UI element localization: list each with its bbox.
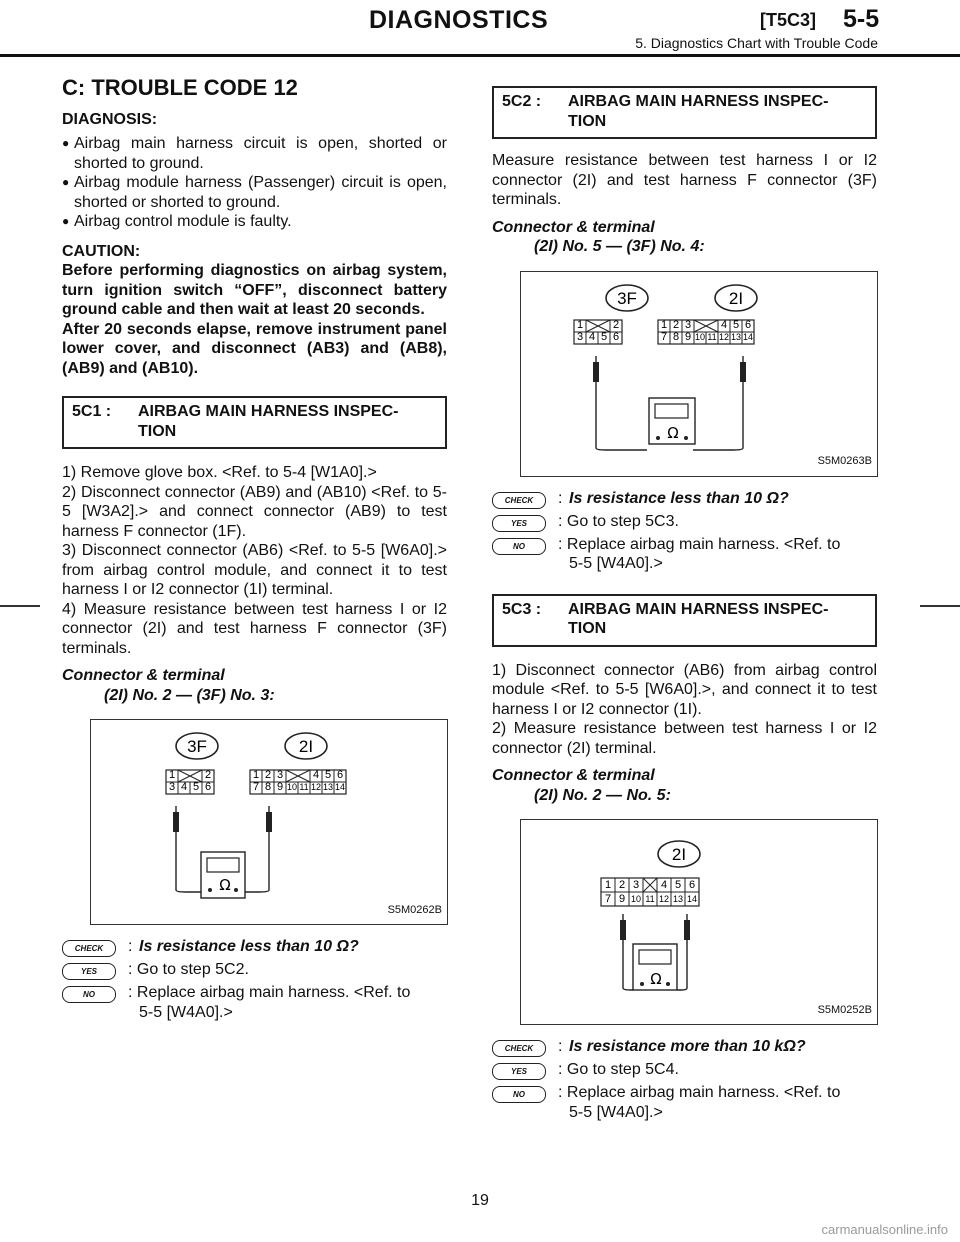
connector-block-a [166, 769, 214, 794]
connector-label-a: 3F [187, 737, 207, 756]
probe-tip [620, 920, 626, 940]
connector-block-b [601, 878, 699, 906]
pin-label: 10 [630, 894, 642, 904]
check-question: Is resistance less than 10 Ω? [569, 489, 789, 507]
instruction-line: 4) Measure resistance between test harness I or I2 connector (2I) and test harness F connector (3F) terminals. [62, 600, 447, 657]
pin-label: 9 [618, 893, 626, 905]
yes-icon: YES [62, 963, 116, 980]
no-action: : Replace airbag main harness. <Ref. to 5-5 [W4A0].> [558, 535, 841, 572]
connector-label: Connector & terminal [492, 218, 655, 236]
step-title: AIRBAG MAIN HARNESS INSPEC- TION [138, 403, 399, 440]
no-action: : Replace airbag main harness. <Ref. to 5-5 [W4A0].> [558, 1084, 841, 1121]
header-rule [0, 54, 960, 57]
instruction-line: 1) Disconnect connector (AB6) from airbag control module <Ref. to 5-5 [W6A0].>, and connect it to test harness I or I2 connector (1I). [492, 661, 877, 718]
section-heading: C: TROUBLE CODE 12 [62, 75, 298, 100]
connector-label: Connector & terminal [62, 667, 225, 684]
watermark: carmanualsonline.info [821, 1222, 948, 1237]
instruction-line: 2) Disconnect connector (AB9) and (AB10) <Ref. to 5-5 [W3A2].> and connect connector (AB9) to test harness F connector (1F). [62, 483, 447, 540]
pin-label: 14 [686, 894, 698, 904]
pin-label: 6 [336, 769, 344, 781]
step-box-5c3 [492, 594, 877, 647]
ohm-icon: Ω [219, 876, 231, 894]
diagnosis-bullet: ● Airbag main harness circuit is open, shorted or shorted to ground. [62, 135, 447, 172]
connector-block-b [250, 769, 346, 794]
caution-label: CAUTION: [62, 242, 141, 260]
ohmmeter-display [655, 404, 688, 418]
pin-label: 3 [168, 781, 176, 793]
bullet-dot-icon: ● [62, 136, 70, 150]
step-title: AIRBAG MAIN HARNESS INSPEC- TION [568, 93, 829, 130]
connector-label-b: 2I [728, 288, 744, 308]
bullet-dot-icon: ● [62, 175, 70, 189]
step-number: 5C2 : [502, 93, 542, 110]
circuit-diagram [91, 720, 447, 924]
step-number: 5C3 : [502, 600, 542, 618]
pin-label: 10 [694, 331, 706, 342]
figure-id: S5M0263B [817, 455, 872, 467]
pin-label: 13 [322, 782, 334, 792]
pin-label: 6 [204, 781, 212, 793]
pin-label: 14 [334, 782, 346, 792]
pin-label: 6 [612, 330, 620, 343]
caution-text-2: After 20 seconds elapse, remove instrument panel lower cover, and disconnect (AB3) and (AB8), (AB9) and (AB10). [62, 320, 447, 377]
instructions [62, 463, 447, 658]
figure-s5m0252b [520, 819, 878, 1025]
probe-tip [173, 812, 179, 832]
no-icon: NO [492, 538, 546, 555]
meter-wire [176, 890, 201, 892]
step-number: 5C1 : [72, 403, 112, 420]
pin-label: 5 [324, 769, 332, 781]
pin-label: 11 [707, 331, 717, 342]
circuit-diagram [521, 820, 877, 1024]
pin-label: 11 [645, 894, 655, 904]
yes-action: : Go to step 5C2. [128, 961, 249, 978]
step-text: Measure resistance between test harness I or I2 connector (2I) and test harness F connector (3F) terminals. [492, 152, 877, 208]
pin-label: 4 [312, 769, 320, 781]
instruction-line: 2) Measure resistance between test harness I or I2 connector (2I) terminal. [492, 720, 877, 757]
pin-label: 2 [672, 318, 680, 331]
pin-label: 6 [744, 318, 752, 331]
figure-s5m0262b [90, 719, 448, 925]
margin-mark-left [0, 605, 40, 607]
pin-label: 5 [732, 318, 740, 331]
diagnosis-bullet: ● Airbag module harness (Passenger) circuit is open, shorted or shorted to ground. [62, 174, 447, 211]
connector-label-a: 3F [617, 288, 637, 308]
instruction-line: 1) Remove glove box. <Ref. to 5-4 [W1A0].> [62, 464, 377, 481]
pin-label: 12 [718, 331, 730, 342]
pin-label: 3 [576, 330, 584, 343]
bullet-dot-icon: ● [62, 214, 70, 228]
pin-label: 4 [660, 879, 668, 891]
pin-label: 12 [310, 782, 322, 792]
pin-label: 7 [604, 893, 612, 905]
pin-label: 3 [684, 318, 692, 331]
check-icon: CHECK [62, 940, 116, 957]
check-block: CHECK : Is resistance more than 10 kΩ? YES : Go to step 5C4. NO : Replace airbag main harness. <Ref. to 5-5 [W4A0].> [492, 1037, 877, 1122]
ohmmeter-display [639, 950, 671, 964]
meter-wire [245, 890, 269, 892]
header-title: DIAGNOSTICS [369, 6, 549, 34]
check-icon: CHECK [492, 492, 546, 509]
circuit-diagram [521, 272, 877, 476]
meter-wire [693, 448, 743, 450]
connector-value: (2I) No. 2 — (3F) No. 3: [104, 686, 275, 704]
check-question: Is resistance more than 10 kΩ? [569, 1038, 806, 1055]
connector-label-b: 2I [671, 845, 687, 864]
pin-label: 2 [264, 769, 272, 781]
yes-icon: YES [492, 515, 546, 532]
connector-value: (2I) No. 5 — (3F) No. 4: [534, 238, 705, 255]
probe-tip [266, 812, 272, 832]
pin-label: 11 [299, 782, 309, 792]
connector-block-b [658, 319, 754, 344]
left-column [62, 75, 447, 1022]
pin-label: 4 [180, 781, 188, 793]
diagnosis-bullet: ● Airbag control module is faulty. [62, 213, 292, 230]
pin-label: 7 [660, 330, 668, 343]
probe-tip [740, 362, 746, 382]
pin-label: 9 [684, 330, 692, 343]
yes-action: : Go to step 5C4. [558, 1061, 679, 1078]
pin-label: 3 [632, 879, 640, 891]
pin-label: 2 [204, 769, 212, 781]
check-question: Is resistance less than 10 Ω? [139, 938, 359, 955]
no-icon: NO [492, 1086, 546, 1103]
pin-label: 3 [276, 769, 284, 781]
yes-action: : Go to step 5C3. [558, 512, 679, 530]
instructions [492, 661, 877, 759]
header-section: 5-5 [843, 5, 880, 33]
pin-label: 12 [658, 894, 670, 904]
probe-tip [593, 362, 599, 382]
pin-label: 1 [168, 769, 176, 781]
step-box-5c1 [62, 396, 447, 449]
yes-icon: YES [492, 1063, 546, 1080]
ohm-icon: Ω [667, 423, 679, 442]
caution-text: Before performing diagnostics on airbag system, turn ignition switch “OFF”, disconnect battery ground cable and then wait at least 20 seconds. [62, 262, 447, 318]
pin-label: 8 [672, 330, 680, 343]
figure-id: S5M0252B [817, 1003, 872, 1016]
page-number: 19 [471, 1192, 489, 1209]
step-title: AIRBAG MAIN HARNESS INSPEC- TION [568, 600, 829, 637]
no-icon: NO [62, 986, 116, 1003]
ohmmeter-display [207, 858, 239, 872]
header-ref: [T5C3] [760, 10, 817, 30]
pin-label: 4 [588, 330, 596, 343]
figure-id: S5M0262B [387, 903, 442, 916]
pin-label: 13 [672, 894, 684, 904]
pin-label: 1 [252, 769, 260, 781]
pin-label: 1 [604, 879, 612, 891]
check-icon: CHECK [492, 1040, 546, 1057]
pin-label: 8 [264, 781, 272, 793]
pin-label: 7 [252, 781, 260, 793]
ohm-icon: Ω [650, 970, 662, 988]
check-block: CHECK : Is resistance less than 10 Ω? YES : Go to step 5C2. NO : Replace airbag main harness. <Ref. to 5-5 [W4A0].> [62, 937, 447, 1022]
pin-label: 9 [276, 781, 284, 793]
connector-label: Connector & terminal [492, 767, 655, 784]
figure-s5m0263b [520, 271, 878, 477]
check-block: CHECK : Is resistance less than 10 Ω? YES : Go to step 5C3. NO : Replace airbag main harness. <Ref. to 5-5 [W4A0].> [492, 489, 877, 574]
meter-wire [623, 988, 633, 990]
no-action: : Replace airbag main harness. <Ref. to 5-5 [W4A0].> [128, 984, 411, 1021]
margin-mark-right [920, 605, 960, 607]
pin-label: 14 [742, 331, 754, 342]
pin-label: 10 [286, 782, 298, 792]
connector-label-b: 2I [298, 737, 314, 756]
diagnosis-label: DIAGNOSIS: [62, 110, 158, 128]
pin-label: 2 [612, 318, 620, 331]
pin-label: 1 [660, 318, 668, 331]
right-column [492, 86, 877, 1122]
meter-wire [677, 988, 687, 990]
probe-tip [684, 920, 690, 940]
connector-block-a [574, 319, 622, 344]
step-box-5c2 [492, 86, 877, 139]
pin-label: 13 [730, 331, 742, 342]
pin-label: 5 [192, 781, 200, 793]
pin-label: 1 [576, 318, 584, 331]
pin-label: 4 [720, 318, 728, 331]
header-subtitle: 5. Diagnostics Chart with Trouble Code [635, 35, 878, 51]
pin-label: 5 [674, 879, 682, 891]
instruction-line: 3) Disconnect connector (AB6) <Ref. to 5-5 [W6A0].> from airbag control module, and connect it to test harness I or I2 connector (1I) terminal. [62, 542, 447, 598]
pin-label: 2 [618, 879, 626, 891]
connector-value: (2I) No. 2 — No. 5: [534, 786, 671, 804]
pin-label: 5 [600, 330, 608, 343]
meter-wire [596, 448, 647, 450]
pin-label: 6 [688, 879, 696, 891]
